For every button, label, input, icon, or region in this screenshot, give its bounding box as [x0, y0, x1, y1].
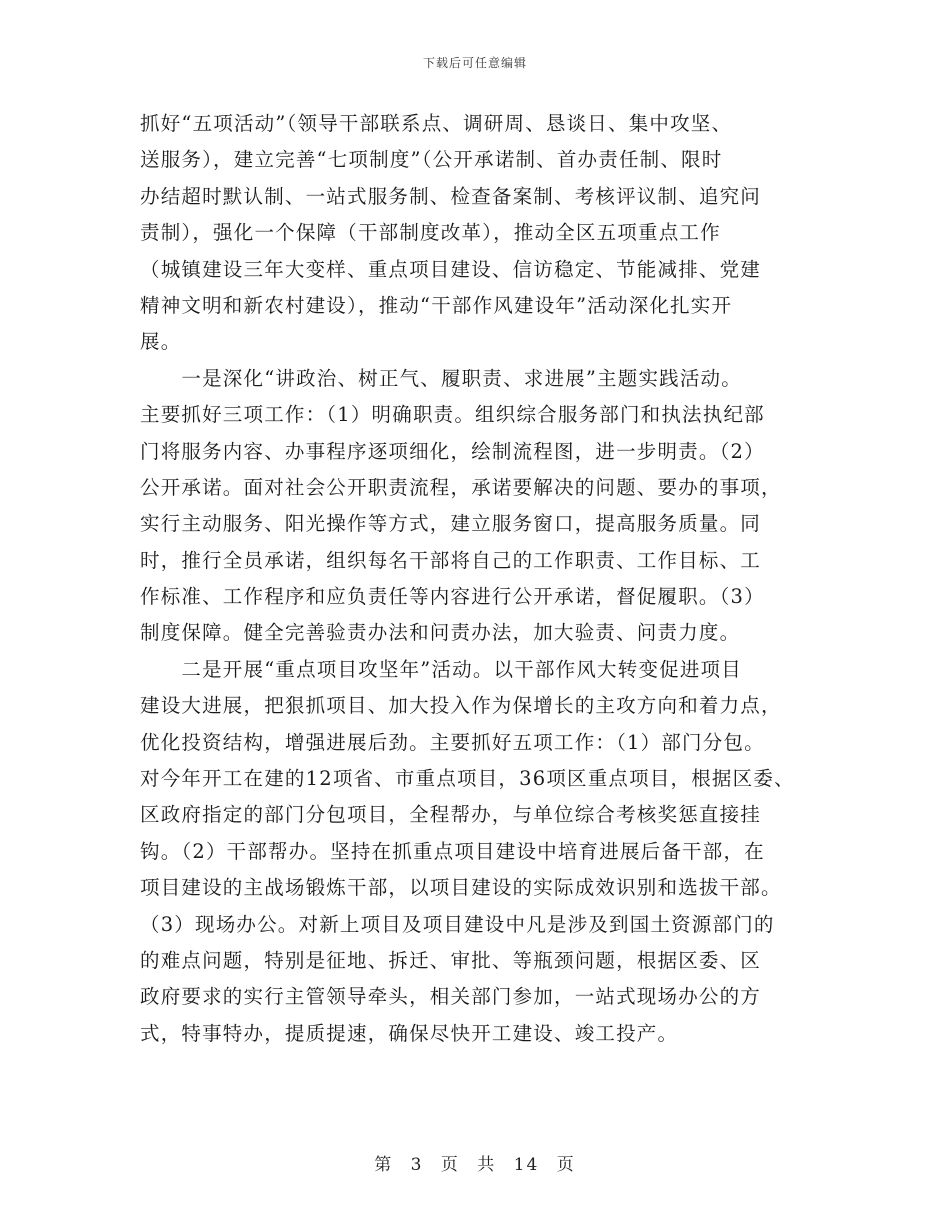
text-line: 精神文明和新农村建设），推动“干部作风建设年”活动深化扎实开 [140, 293, 733, 317]
text-line: 优化投资结构，增强进展后劲。主要抓好五项工作：（1）部门分包。 [140, 730, 765, 754]
text-line: 时，推行全员承诺，组织每名干部将自己的工作职责、工作目标、工 [140, 548, 762, 572]
text-line: 制度保障。健全完善验责办法和问责办法，加大验责、问责力度。 [140, 621, 741, 645]
text-line: 送服务），建立完善“七项制度”（公开承诺制、首办责任制、限时 [140, 148, 723, 172]
paragraph-start-line: 二是开展“重点项目攻坚年”活动。以干部作风大转变促进项目 [140, 657, 742, 681]
text-line: 门将服务内容、办事程序逐项细化，绘制流程图，进一步明责。（2） [140, 439, 765, 463]
footer-label-total: 共 [477, 1155, 497, 1175]
text-line: 式，特事特办，提质提速，确保尽快开工建设、竣工投产。 [140, 1021, 679, 1045]
footer-label-unit: 页 [440, 1155, 460, 1175]
page-header: 下载后可任意编辑 [422, 56, 527, 70]
paragraph-start-line: 一是深化“讲政治、树正气、履职责、求进展”主题实践活动。 [140, 366, 742, 390]
document-body [140, 106, 830, 1052]
footer-label-unit-2: 页 [556, 1155, 576, 1175]
text-line: 作标准、工作程序和应负责任等内容进行公开承诺，督促履职。（3） [140, 585, 765, 609]
text-line: 主要抓好三项工作：（1）明确职责。组织综合服务部门和执法执纪部 [140, 403, 765, 427]
text-line: （3）现场办公。对新上项目及项目建设中凡是涉及到国土资源部门的 [140, 912, 775, 936]
text-line: 项目建设的主战场锻炼干部，以项目建设的实际成效识别和选拔干部。 [140, 876, 782, 900]
text-line: 责制），强化一个保障（干部制度改革），推动全区五项重点工作 [140, 221, 721, 245]
text-line: 钩。（2）干部帮办。坚持在抓重点项目建设中培育进展后备干部，在 [140, 839, 765, 863]
total-pages-number: 14 [513, 1155, 540, 1175]
text-line: 区政府指定的部门分包项目，全程帮办，与单位综合考核奖惩直接挂 [140, 803, 762, 827]
text-line: 办结超时默认制、一站式服务制、检查备案制、考核评议制、追究问 [140, 184, 762, 208]
text-line: 公开承诺。面对社会公开职责流程，承诺要解决的问题、要办的事项， [140, 475, 782, 499]
current-page-number: 3 [410, 1155, 424, 1175]
text-line: 政府要求的实行主管领导牵头，相关部门参加，一站式现场办公的方 [140, 985, 762, 1009]
text-line: 的难点问题，特别是征地、拆迁、审批、等瓶颈问题，根据区委、区 [140, 948, 762, 972]
text-line: 对今年开工在建的12项省、市重点项目，36项区重点项目，根据区委、 [140, 767, 795, 791]
text-line: 实行主动服务、阳光操作等方式，建立服务窗口，提高服务质量。同 [140, 512, 762, 536]
text-line: 抓好“五项活动”（领导干部联系点、调研周、恳谈日、集中攻坚、 [140, 112, 733, 135]
page-footer [0, 1150, 950, 1175]
text-line: （城镇建设三年大变样、重点项目建设、信访稳定、节能减排、党建 [140, 257, 762, 281]
text-line: 建设大进展，把狠抓项目、加大投入作为保增长的主攻方向和着力点， [140, 694, 782, 718]
footer-label-page: 第 [374, 1155, 394, 1175]
text-line: 展。 [140, 330, 182, 354]
